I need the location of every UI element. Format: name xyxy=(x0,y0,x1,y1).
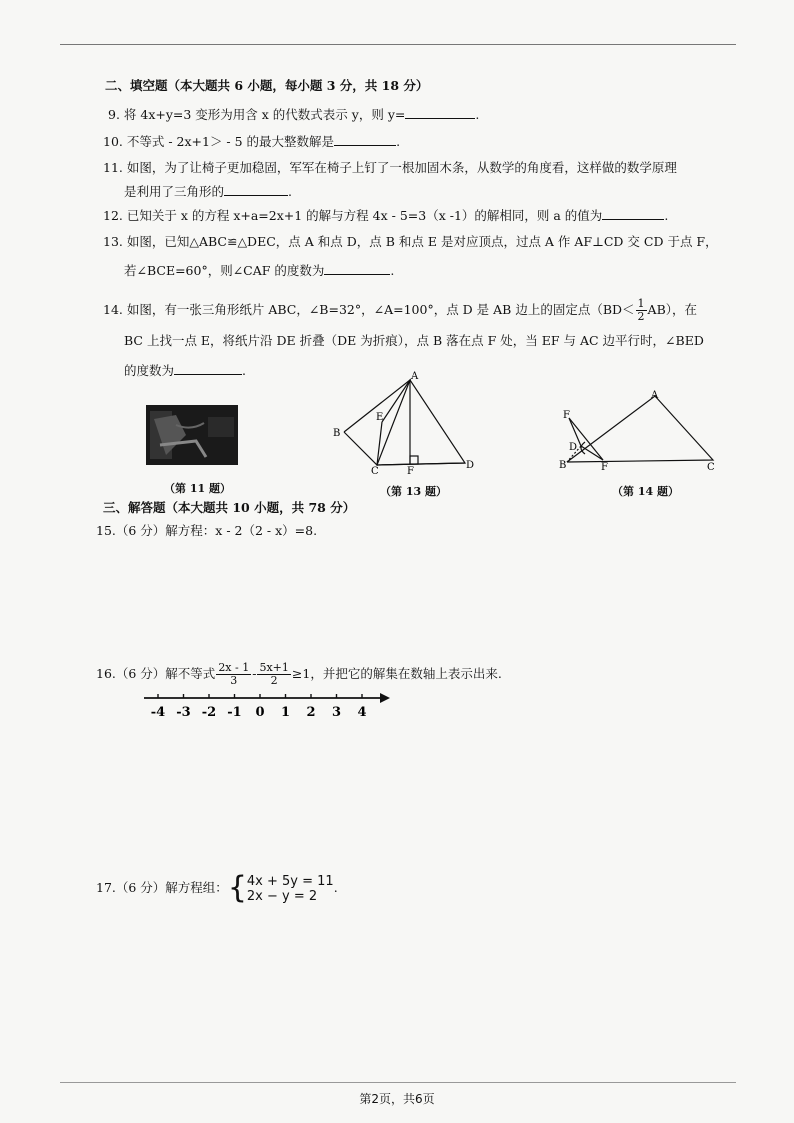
question-12 xyxy=(103,207,668,224)
fig14-label-b: B xyxy=(559,460,567,471)
number-line xyxy=(140,690,390,722)
number-line-label: -3 xyxy=(176,705,191,720)
q10-tail: . xyxy=(396,134,401,149)
answer-blank-11 xyxy=(224,183,288,196)
answer-blank-12 xyxy=(602,207,664,220)
question-14-line1 xyxy=(103,298,697,323)
question-9-text: 9. 将 4x+y=3 变形为用含 x 的代数式表示 y，则 y= xyxy=(108,107,406,122)
frac1-den: 3 xyxy=(230,674,238,687)
question-9 xyxy=(108,106,479,123)
question-16-suffix: ≥1，并把它的解集在数轴上表示出来. xyxy=(291,666,502,681)
q12-tail: . xyxy=(664,208,669,223)
fig13-label-b: B xyxy=(333,428,341,439)
equation-1: 4x + 5y = 11 xyxy=(246,873,334,889)
frac2-num: 5x+1 xyxy=(259,661,289,674)
minus-sign: - xyxy=(252,666,257,681)
fig13-label-d: D xyxy=(466,460,475,471)
question-15: 15.（6 分）解方程：x - 2（2 - x）=8. xyxy=(96,523,318,538)
fraction-1 xyxy=(216,662,251,687)
answer-blank-14 xyxy=(174,362,242,375)
fig13-label-c: C xyxy=(371,466,379,475)
question-11-line2 xyxy=(124,183,292,200)
number-line-label: 1 xyxy=(280,705,291,720)
number-line-label: 3 xyxy=(331,705,342,720)
frac1-num: 2x - 1 xyxy=(218,661,250,674)
fraction-2 xyxy=(257,662,290,687)
question-14-text-a: 14. 如图，有一张三角形纸片 ABC，∠B=32°，∠A=100°，点 D 是 AB 边上的固定点（BD＜ xyxy=(103,302,635,317)
figure-13-diagram xyxy=(325,370,475,475)
q11-tail: . xyxy=(288,184,292,199)
top-rule xyxy=(60,44,736,45)
bottom-rule xyxy=(60,1082,736,1083)
number-line-label: -2 xyxy=(201,705,217,720)
figure-11-chair-photo xyxy=(146,405,238,465)
question-16-prefix: 16.（6 分）解不等式 xyxy=(96,666,216,681)
question-11-line1: 11. 如图，为了让椅子更加稳固，军军在椅子上钉了一根加固木条，从数学的角度看，这样做的数学原理 xyxy=(103,160,677,175)
fig13-label-a: A xyxy=(411,371,419,382)
q14-tail: . xyxy=(242,363,246,378)
number-line-label: 0 xyxy=(255,705,265,720)
question-11-text: 是利用了三角形的 xyxy=(124,184,225,199)
question-14-text-b: AB），在 xyxy=(647,302,698,317)
frac2-den: 2 xyxy=(270,674,278,687)
question-14-text-c: 的度数为 xyxy=(124,363,175,378)
equation-2: 2x − y = 2 xyxy=(246,888,318,904)
question-10-text: 10. 不等式 - 2x+1＞ - 5 的最大整数解是 xyxy=(103,134,335,149)
question-16 xyxy=(96,658,502,690)
frac-den: 2 xyxy=(637,310,645,323)
fig14-label-c: C xyxy=(707,462,715,473)
answer-blank-10 xyxy=(334,133,396,146)
q13-tail: . xyxy=(390,263,395,278)
equation-system xyxy=(247,874,334,904)
q17-tail: . xyxy=(333,880,338,895)
answer-blank-9 xyxy=(405,106,475,119)
number-line-label: 4 xyxy=(357,705,367,720)
fig14-label-a: A xyxy=(651,390,659,401)
page-number: 第2页，共6页 xyxy=(359,1092,435,1106)
figure-11-caption: （第 11 题） xyxy=(164,482,231,495)
fig13-label-e: E xyxy=(376,412,384,423)
figure-14-caption: （第 14 题） xyxy=(612,485,679,498)
question-14-line2: BC 上找一点 E，将纸片沿 DE 折叠（DE 为折痕），点 B 落在点 F 处，当 EF 与 AC 边平行时，∠BED xyxy=(124,333,704,348)
section-2-heading: 二、填空题（本大题共 6 小题，每小题 3 分，共 18 分） xyxy=(105,78,429,93)
question-12-text: 12. 已知关于 x 的方程 x+a=2x+1 的解与方程 4x - 5=3（x -1）的解相同，则 a 的值为 xyxy=(103,208,603,223)
fig13-label-f: F xyxy=(407,466,414,475)
question-17 xyxy=(96,871,338,905)
section-3-heading: 三、解答题（本大题共 10 小题，共 78 分） xyxy=(103,500,356,515)
number-line-label: -1 xyxy=(227,705,242,720)
figure-14-diagram xyxy=(555,390,725,475)
question-10 xyxy=(103,133,400,150)
question-13-line1: 13. 如图，已知△ABC≌△DEC，点 A 和点 D，点 B 和点 E 是对应顶点，过点 A 作 AF⊥CD 交 CD 于点 F， xyxy=(103,234,718,249)
question-13-line2 xyxy=(124,262,394,279)
fig14-label-d: D xyxy=(569,442,578,453)
number-line-label: -4 xyxy=(150,705,166,720)
number-line-label: 2 xyxy=(306,705,316,720)
figure-13-caption: （第 13 题） xyxy=(380,485,447,498)
question-17-prefix: 17.（6 分）解方程组： xyxy=(96,880,228,895)
answer-blank-13 xyxy=(324,262,390,275)
question-13-text: 若∠BCE=60°，则∠CAF 的度数为 xyxy=(124,263,325,278)
fig14-label-f: F xyxy=(601,462,608,473)
system-brace: { xyxy=(227,870,247,906)
fraction-half xyxy=(636,298,647,323)
q9-tail: . xyxy=(475,107,480,122)
question-14-line3 xyxy=(124,362,246,379)
fig14-label-f-top: F xyxy=(563,410,570,421)
frac-num: 1 xyxy=(637,297,645,310)
